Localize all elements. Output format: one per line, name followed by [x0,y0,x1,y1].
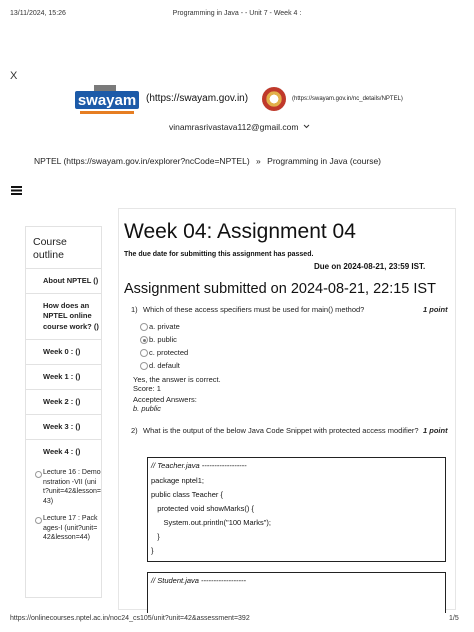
q1-option-d: d. default [149,361,180,370]
q1-score: Score: 1 [133,384,161,393]
course-outline-sidebar [25,226,102,598]
breadcrumb-current[interactable]: Programming in Java (course) [267,156,382,166]
sidebar-item-week-1[interactable]: Week 1 : () [26,365,101,390]
print-title: Programming in Java - - Unit 7 - Week 4 : [172,10,302,17]
question-1-text: Which of these access specifiers must be used for main() method? [143,305,365,314]
question-2-points: 1 point [423,426,448,435]
breadcrumb-root[interactable]: NPTEL (https://swayam.gov.in/explorer?ncCode=NPTEL) [34,156,250,166]
submission-status: Assignment submitted on 2024-08-21, 22:15 IST [124,281,436,297]
print-url: https://onlinecourses.nptel.ac.in/noc24_cs105/unit?unit=42&assessment=392 [10,615,250,622]
swayam-link[interactable]: (https://swayam.gov.in) [146,93,249,104]
chevron-down-icon [303,124,310,129]
q1-option-a: a. private [149,322,180,331]
code-line: // Teacher.java ------------------ [151,461,247,470]
question-2-text: What is the output of the below Java Code Snippet with protected access modifier? [143,426,419,435]
code-line: package nptel1; [151,476,204,485]
q1-option-b-radio[interactable] [140,336,148,344]
page-title: Week 04: Assignment 04 [124,220,356,243]
question-2-number: 2) [131,426,138,435]
close-button[interactable]: X [10,70,18,82]
code-line: public class Teacher { [151,490,223,499]
due-date: Due on 2024-08-21, 23:59 IST. [314,262,426,271]
sidebar-lecture-17[interactable] [26,510,101,546]
q1-accepted-label: Accepted Answers: [133,395,197,404]
lecture-status-icon [35,471,42,478]
print-date: 13/11/2024, 15:26 [10,10,66,17]
code-line: // Student.java ------------------ [151,576,246,585]
sidebar-item-week-0[interactable]: Week 0 : () [26,340,101,365]
breadcrumb-separator: » [256,156,261,166]
user-menu[interactable] [169,122,310,132]
sidebar-item-week-3[interactable]: Week 3 : () [26,415,101,440]
q1-accepted-answer: b. public [133,404,161,413]
lecture-label: Lecture 17 : Packages-I (unit?unit=42&lesson=44) [43,515,98,541]
user-email: vinamrasrivastava112@gmail.com [169,122,299,132]
breadcrumb [34,156,381,166]
menu-toggle[interactable] [11,184,22,198]
sidebar-item-about[interactable]: About NPTEL () [26,269,101,294]
nptel-logo[interactable] [262,87,286,111]
lecture-status-icon [35,517,42,524]
code-line: } [151,546,154,555]
q1-option-c-radio[interactable] [140,349,148,357]
code-snippet-student [147,572,446,613]
code-line: protected void showMarks() { [151,504,254,513]
sidebar-title: Course outline [26,227,101,269]
sidebar-item-week-4[interactable]: Week 4 : () [43,447,81,457]
question-1-number: 1) [131,305,138,314]
question-1-points: 1 point [423,305,448,314]
nptel-link[interactable]: (https://swayam.gov.in/nc_details/NPTEL) [292,96,403,102]
q1-option-a-radio[interactable] [140,323,148,331]
swayam-logo[interactable] [72,84,142,116]
code-line: System.out.println("100 Marks"); [151,518,271,527]
print-page: 1/5 [449,615,459,622]
code-snippet-teacher [147,457,446,562]
sidebar-item-how-it-works[interactable]: How does an NPTEL online course work? () [26,294,101,339]
q1-option-d-radio[interactable] [140,362,148,370]
due-date-note: The due date for submitting this assignment has passed. [124,251,314,258]
hamburger-icon [11,186,22,195]
code-line: } [151,532,160,541]
q1-option-c: c. protected [149,348,189,357]
sidebar-lecture-16[interactable] [26,464,101,510]
sidebar-item-week-2[interactable]: Week 2 : () [26,390,101,415]
swayam-logo-text: swayam [77,92,137,109]
q1-option-b: b. public [149,335,177,344]
lecture-label: Lecture 16 : Demonstration -VII (unit?unit=42&lesson=43) [43,469,101,505]
q1-feedback: Yes, the answer is correct. [133,375,221,384]
